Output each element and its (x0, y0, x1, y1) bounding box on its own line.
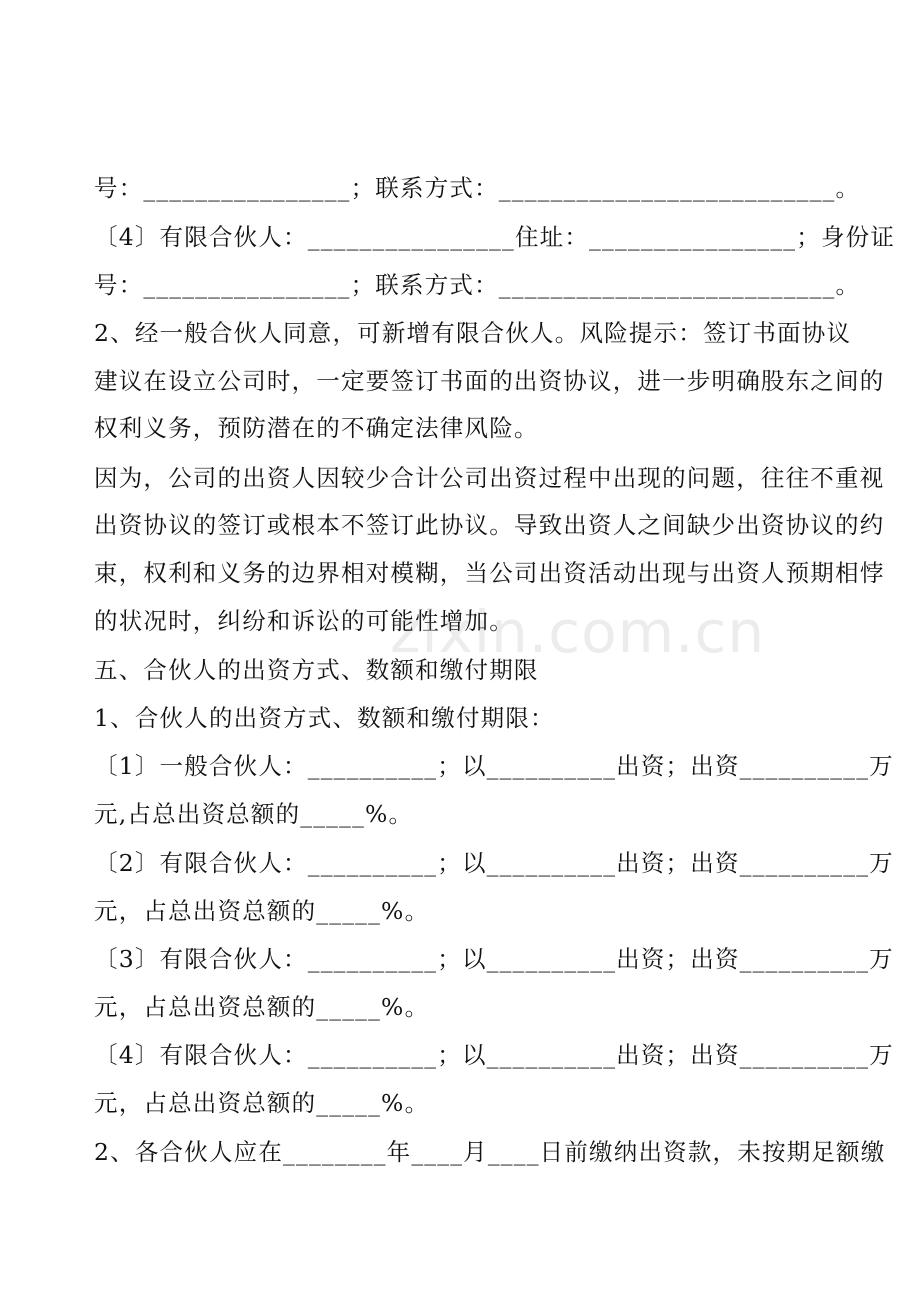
text-line: 〔1〕一般合伙人：__________；以__________出资；出资__________万 (94, 752, 894, 780)
text-line: 的状况时，纠纷和诉讼的可能性增加。 (94, 607, 514, 635)
text-line: 号：________________；联系方式：__________________________。 (94, 174, 861, 202)
text-line: 〔4〕有限合伙人：__________；以__________出资；出资__________万 (94, 1041, 894, 1069)
text-line: 元,占总出资总额的_____%。 (94, 800, 414, 828)
text-line: 号：________________；联系方式：__________________________。 (94, 271, 861, 299)
text-line: 因为，公司的出资人因较少合计公司出资过程中出现的问题，往往不重视 (94, 464, 885, 492)
section-heading: 五、合伙人的出资方式、数额和缴付期限 (94, 656, 539, 684)
text-line: 出资协议的签订或根本不签订此协议。导致出资人之间缺少出资协议的约 (94, 511, 885, 539)
text-line: 2、各合伙人应在________年____月____日前缴纳出资款，未按期足额缴 (94, 1138, 886, 1166)
text-line: 〔4〕有限合伙人：________________住址：________________；身份证 (94, 223, 896, 251)
text-line: 元，占总出资总额的_____%。 (94, 993, 430, 1021)
text-line: 〔2〕有限合伙人：__________；以__________出资；出资__________万 (94, 849, 894, 877)
text-line: 2、经一般合伙人同意，可新增有限合伙人。风险提示：签订书面协议 (94, 319, 852, 347)
watermark: zixin.com.cn (390, 598, 766, 666)
text-line: 权利义务，预防潜在的不确定法律风险。 (94, 414, 539, 442)
text-line: 建议在设立公司时，一定要签订书面的出资协议，进一步明确股东之间的 (94, 367, 885, 395)
text-line: 元，占总出资总额的_____%。 (94, 897, 430, 925)
text-line: 元，占总出资总额的_____%。 (94, 1089, 430, 1117)
text-line: 1、合伙人的出资方式、数额和缴付期限： (94, 704, 555, 732)
text-line: 〔3〕有限合伙人：__________；以__________出资；出资__________万 (94, 945, 894, 973)
text-line: 束，权利和义务的边界相对模糊，当公司出资活动出现与出资人预期相悖 (94, 559, 885, 587)
